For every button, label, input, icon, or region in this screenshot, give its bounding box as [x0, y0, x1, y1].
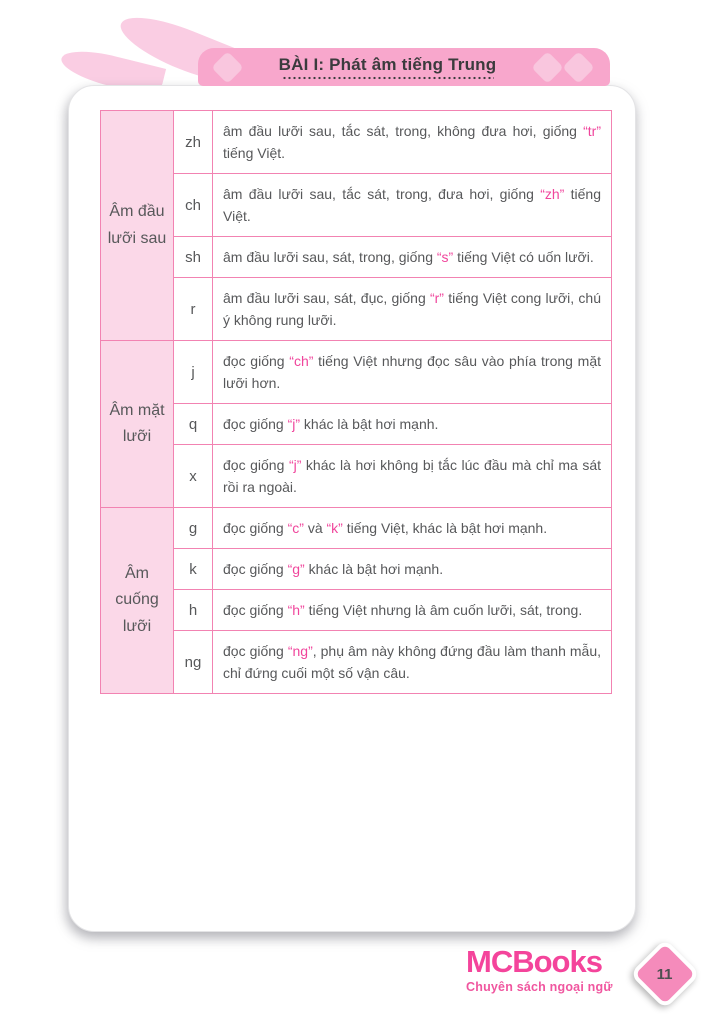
- highlighted-term: “zh”: [540, 186, 565, 202]
- highlighted-term: “ng”: [287, 643, 313, 659]
- description-text: âm đầu lưỡi sau, tắc sát, trong, đưa hơi, giống: [223, 186, 541, 202]
- highlighted-term: “s”: [436, 249, 454, 265]
- table-row: [101, 341, 612, 404]
- highlighted-term: “j”: [287, 416, 301, 432]
- description-cell: [213, 404, 612, 445]
- description-text: tiếng Việt.: [223, 145, 286, 161]
- pinyin-initial-cell: x: [174, 445, 213, 508]
- description-cell: [213, 174, 612, 237]
- diamond-icon: [562, 51, 595, 84]
- description-cell: [213, 111, 612, 174]
- description-text: đọc giống: [223, 602, 288, 618]
- pinyin-initial-cell: ch: [174, 174, 213, 237]
- table-row: [101, 404, 612, 445]
- table-row: [101, 237, 612, 278]
- table-row: [101, 631, 612, 694]
- pronunciation-table-body: [101, 111, 612, 694]
- content-card: [68, 85, 636, 932]
- pinyin-initial-cell: q: [174, 404, 213, 445]
- lesson-title: BÀI I: Phát âm tiếng Trung: [278, 54, 497, 74]
- pinyin-initial-cell: h: [174, 590, 213, 631]
- description-text: đọc giống: [223, 643, 288, 659]
- pinyin-initial-cell: k: [174, 549, 213, 590]
- description-cell: [213, 549, 612, 590]
- pinyin-initial-cell: ng: [174, 631, 213, 694]
- description-text: tiếng Việt nhưng là âm cuốn lưỡi, sát, trong.: [304, 602, 583, 618]
- description-text: khác là hơi không bị tắc lúc đầu mà chỉ ma sát rồi ra ngoài.: [223, 457, 601, 495]
- page-number: 11: [657, 965, 673, 983]
- publisher-name: MCBooks: [466, 944, 602, 979]
- group-label-cell: Âm mặt lưỡi: [101, 341, 174, 508]
- diamond-icon: [531, 51, 564, 84]
- highlighted-term: “h”: [287, 602, 305, 618]
- pinyin-initial-cell: g: [174, 508, 213, 549]
- description-text: khác là bật hơi mạnh.: [300, 416, 439, 432]
- lesson-banner: [198, 48, 610, 86]
- table-row: [101, 508, 612, 549]
- description-text: âm đầu lưỡi sau, sát, đục, giống: [223, 290, 430, 306]
- description-text: tiếng Việt cong lưỡi, chú ý không rung lưỡi.: [223, 290, 601, 328]
- description-cell: [213, 237, 612, 278]
- description-text: và: [303, 520, 327, 536]
- description-text: tiếng Việt, khác là bật hơi mạnh.: [342, 520, 548, 536]
- highlighted-term: “tr”: [583, 123, 601, 139]
- description-cell: [213, 341, 612, 404]
- description-text: đọc giống: [223, 416, 288, 432]
- publisher-tagline: Chuyên sách ngoại ngữ: [466, 980, 613, 994]
- description-text: tiếng Việt.: [223, 186, 601, 224]
- description-cell: [213, 508, 612, 549]
- table-row: [101, 549, 612, 590]
- description-text: đọc giống: [223, 561, 288, 577]
- description-text: , phụ âm này không đứng đầu làm thanh mẫu, chỉ đứng cuối một số vận câu.: [223, 643, 601, 681]
- group-label-cell: Âm đầu lưỡi sau: [101, 111, 174, 341]
- pinyin-initial-cell: zh: [174, 111, 213, 174]
- description-cell: [213, 445, 612, 508]
- table-row: [101, 590, 612, 631]
- publisher-logo: [466, 946, 613, 994]
- table-row: [101, 445, 612, 508]
- description-text: đọc giống: [223, 353, 290, 369]
- highlighted-term: “g”: [287, 561, 305, 577]
- table-row: [101, 111, 612, 174]
- description-text: khác là bật hơi mạnh.: [304, 561, 444, 577]
- description-text: âm đầu lưỡi sau, sát, trong, giống: [223, 249, 437, 265]
- description-text: đọc giống: [223, 520, 288, 536]
- description-cell: [213, 631, 612, 694]
- description-text: tiếng Việt có uốn lưỡi.: [453, 249, 594, 265]
- pronunciation-table: [100, 110, 612, 694]
- description-cell: [213, 278, 612, 341]
- group-label-cell: Âm cuống lưỡi: [101, 508, 174, 694]
- description-text: âm đầu lưỡi sau, tắc sát, trong, không đưa hơi, giống: [223, 123, 584, 139]
- lesson-banner-center: [239, 54, 536, 81]
- description-text: đọc giống: [223, 457, 289, 473]
- highlighted-term: “ch”: [289, 353, 314, 369]
- table-row: [101, 278, 612, 341]
- description-text: tiếng Việt nhưng đọc sâu vào phía trong mặt lưỡi hơn.: [223, 353, 601, 391]
- pinyin-initial-cell: r: [174, 278, 213, 341]
- dotted-underline: [282, 76, 494, 80]
- table-row: [101, 174, 612, 237]
- page-number-badge: [630, 939, 701, 1010]
- highlighted-term: “c”: [287, 520, 304, 536]
- highlighted-term: “j”: [288, 457, 302, 473]
- highlighted-term: “r”: [429, 290, 444, 306]
- description-cell: [213, 590, 612, 631]
- pinyin-initial-cell: j: [174, 341, 213, 404]
- pinyin-initial-cell: sh: [174, 237, 213, 278]
- highlighted-term: “k”: [326, 520, 343, 536]
